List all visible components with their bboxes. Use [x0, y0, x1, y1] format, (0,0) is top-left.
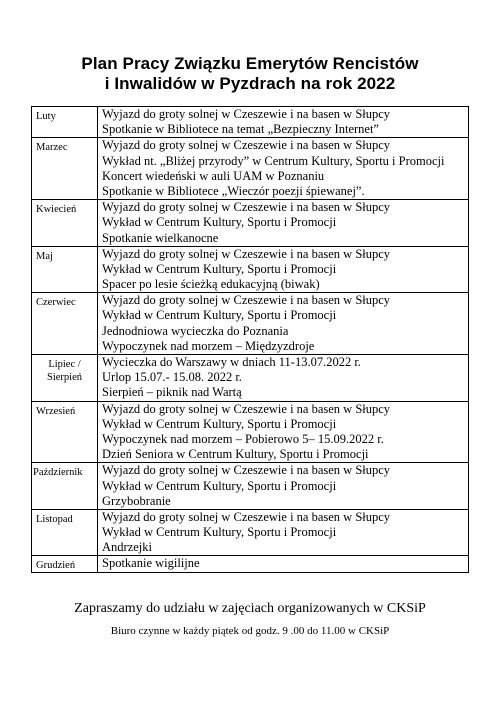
invitation-text: Zapraszamy do udziału w zajęciach organizowanych w CKSiP: [74, 601, 426, 616]
event-item: Wyjazd do groty solnej w Czeszewie i na basen w Słupcy: [102, 107, 391, 121]
table-row: [32, 463, 469, 510]
table-row: [32, 107, 469, 138]
table-row: [32, 355, 469, 402]
event-item: Wyjazd do groty solnej w Czeszewie i na basen w Słupcy: [102, 509, 391, 524]
office-hours-text: Biuro czynne w każdy piątek od godz. 9 .00 do 11.00 w CKSiP: [110, 625, 390, 637]
table-row: [32, 401, 469, 463]
month-cell: [32, 509, 98, 556]
event-item: Spotkanie w Bibliotece „Wieczór poezji śpiewanej”.: [102, 183, 365, 198]
schedule-table: [31, 106, 469, 573]
event-item: Wyjazd do groty solnej w Czeszewie i na basen w Słupcy: [102, 246, 391, 261]
event-item: Spotkanie wigilijne: [102, 556, 200, 571]
events-cell: [98, 401, 469, 463]
event-item: Sierpień – piknik nad Wartą: [102, 385, 242, 400]
event-item: Wyjazd do groty solnej w Czeszewie i na basen w Słupcy: [102, 293, 391, 308]
events-cell: [98, 138, 469, 200]
month-name: Kwiecień: [36, 204, 77, 216]
month-name: Marzec: [36, 142, 68, 154]
month-cell: [32, 246, 98, 293]
month-cell: [32, 107, 98, 138]
month-name-line-1: Lipiec /: [48, 359, 81, 370]
event-item: Andrzejki: [102, 540, 152, 555]
event-item: Wyjazd do groty solnej w Czeszewie i na basen w Słupcy: [102, 401, 391, 416]
event-item: Jednodniowa wycieczka do Poznania: [102, 323, 289, 338]
events-cell: [98, 509, 469, 556]
event-item: Spotkanie w Bibliotece na temat „Bezpieczny Internet”: [102, 122, 379, 137]
document-title-line-1: Plan Pracy Związku Emerytów Rencistów: [81, 54, 419, 73]
events-cell: [98, 107, 469, 138]
document-title-line-2: i Inwalidów w Pyzdrach na rok 2022: [104, 74, 396, 93]
month-name: Czerwiec: [36, 297, 76, 309]
table-row: [32, 293, 469, 355]
event-item: Spacer po lesie ścieżką edukacyjną (biwak): [102, 277, 320, 292]
table-row: [32, 556, 469, 573]
event-item: Grzybobranie: [102, 493, 171, 508]
event-item: Wypoczynek nad morzem – Pobierowo 5– 15.09.2022 r.: [102, 431, 384, 446]
month-cell: [32, 293, 98, 355]
event-item: Koncert wiedeński w auli UAM w Poznaniu: [102, 168, 325, 183]
event-item: Urlop 15.07.- 15.08. 2022 r.: [102, 370, 242, 385]
month-name: Maj: [36, 250, 53, 262]
event-item: Wykład w Centrum Kultury, Sportu i Promocji: [102, 215, 337, 230]
event-item: Wykład w Centrum Kultury, Sportu i Promocji: [102, 416, 337, 431]
table-row: [32, 509, 469, 556]
month-cell: [32, 556, 98, 573]
month-name: Grudzień: [36, 560, 76, 572]
month-name: Luty: [36, 111, 56, 122]
event-item: Wykład w Centrum Kultury, Sportu i Promocji: [102, 261, 337, 276]
event-item: Wyjazd do groty solnej w Czeszewie i na basen w Słupcy: [102, 463, 391, 478]
event-item: Spotkanie wielkanocne: [102, 230, 219, 245]
month-name: Wrzesień: [36, 405, 76, 417]
month-name: Październik: [33, 467, 83, 479]
events-cell: [98, 556, 469, 573]
event-item: Wykład w Centrum Kultury, Sportu i Promocji: [102, 308, 337, 323]
month-cell: [32, 138, 98, 200]
events-cell: [98, 463, 469, 510]
table-row: [32, 138, 469, 200]
events-cell: [98, 200, 469, 247]
event-item: Wypoczynek nad morzem – Międzyzdroje: [102, 338, 315, 353]
month-cell: [32, 463, 98, 510]
event-item: Wykład w Centrum Kultury, Sportu i Promocji: [102, 525, 337, 540]
event-item: Wykład w Centrum Kultury, Sportu i Promocji: [102, 478, 337, 493]
event-item: Wycieczka do Warszawy w dniach 11-13.07.2022 r.: [102, 355, 361, 369]
event-item: Wykład nt. „Bliżej przyrody” w Centrum Kultury, Sportu i Promocji: [102, 153, 445, 168]
event-item: Wyjazd do groty solnej w Czeszewie i na basen w Słupcy: [102, 200, 391, 215]
month-cell: [32, 401, 98, 463]
month-cell: [32, 355, 98, 402]
events-cell: [98, 293, 469, 355]
month-name-line-2: Sierpień: [47, 372, 82, 383]
table-row: [32, 200, 469, 247]
events-cell: [98, 246, 469, 293]
month-cell: [32, 200, 98, 247]
table-row: [32, 246, 469, 293]
event-item: Dzień Seniora w Centrum Kultury, Sportu i Promocji: [102, 447, 369, 462]
event-item: Wyjazd do groty solnej w Czeszewie i na basen w Słupcy: [102, 138, 391, 153]
events-cell: [98, 355, 469, 402]
month-name: Listopad: [36, 513, 73, 525]
